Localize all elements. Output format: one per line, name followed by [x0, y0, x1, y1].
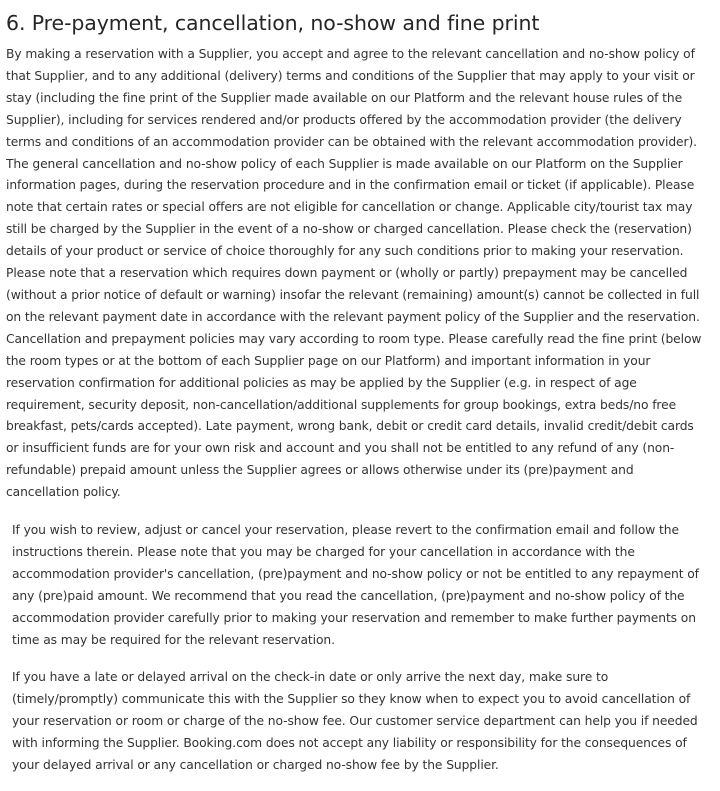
paragraph-late-arrival: If you have a late or delayed arrival on the check-in date or only arrive the next day, make sure to (timely/promptly) communicate this with the Supplier so they know when to expect you to avoid cancellation of your reservation or room or charge of the no-show fee. Our customer service department can help you if needed with informing the Supplier. Booking.com does not accept any liability or responsibility for the consequences of your delayed arrival or any cancellation or charged no-show fee by the Supplier. — [12, 670, 698, 773]
section-title: 6. Pre-payment, cancellation, no-show and fine print — [6, 11, 540, 35]
paragraph-prepayment-policy: By making a reservation with a Supplier, you accept and agree to the relevant cancellation and no-show policy of that Supplier, and to any additional (delivery) terms and conditions of the Supplier that may apply to your visit or stay (including the fine print of the Supplier made available on our Platform and the relevant house rules of the Supplier), including for services rendered and/or products offered by the accommodation provider (the delivery terms and conditions of an accommodation provider can be obtained with the relevant accommodation provider). The general cancellation and no-show policy of each Supplier is made available on our Platform on the Supplier information pages, during the reservation procedure and in the confirmation email or ticket (if applicable). Please note that certain rates or special offers are not eligible for cancellation or change. Applicable city/tourist tax may still be charged by the Supplier in the event of a no-show or charged cancellation. Please check the (reservation) details of your product or service of choice thoroughly for any such conditions prior to making your reservation. Please note that a reservation which requires down payment or (wholly or partly) prepayment may be cancelled (without a prior notice of default or warning) insofar the relevant (remaining) amount(s) cannot be collected in full on the relevant payment date in accordance with the relevant payment policy of the Supplier and the reservation. Cancellation and prepayment policies may vary according to room type. Please carefully read the fine print (below the room types or at the bottom of each Supplier page on our Platform) and important information in your reservation confirmation for additional policies as may be applied by the Supplier (e.g. in respect of age requirement, security deposit, non-cancellation/additional supplements for group bookings, extra beds/no free breakfast, pets/cards accepted). Late payment, wrong bank, debit or credit card details, invalid credit/debit cards or insufficient funds are for your own risk and account and you shall not be entitled to any refund of any (non-refundable) prepaid amount unless the Supplier agrees or allows otherwise under its (pre)payment and cancellation policy. — [6, 47, 702, 500]
paragraph-review-cancel: If you wish to review, adjust or cancel your reservation, please revert to the confirmation email and follow the instructions therein. Please note that you may be charged for your cancellation in accordance with the accommodation provider's cancellation, (pre)payment and no-show policy or not be entitled to any repayment of any (pre)paid amount. We recommend that you read the cancellation, (pre)payment and no-show policy of the accommodation provider carefully prior to making your reservation and remember to make further payments on time as may be required for the relevant reservation. — [12, 523, 699, 647]
